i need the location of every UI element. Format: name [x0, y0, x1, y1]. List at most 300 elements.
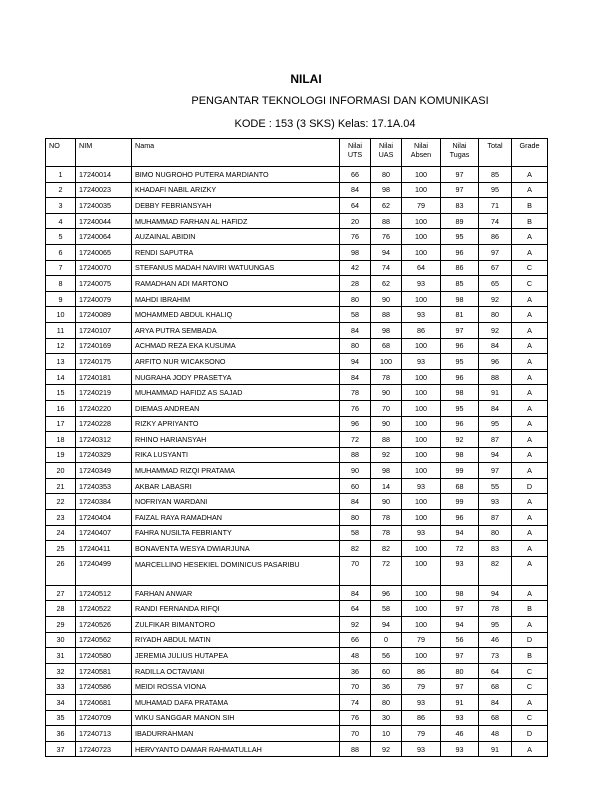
cell-absen: 93 [402, 276, 441, 292]
cell-no: 20 [46, 463, 76, 479]
cell-uas: 80 [371, 695, 402, 711]
cell-tugas: 97 [441, 648, 479, 664]
cell-uas: 58 [371, 601, 402, 617]
cell-uts: 76 [340, 229, 371, 245]
cell-nama: BIMO NUGROHO PUTERA MARDIANTO [132, 167, 340, 183]
cell-grade: A [512, 385, 548, 401]
cell-nim: 17240353 [76, 478, 132, 494]
cell-total: 74 [479, 213, 512, 229]
cell-uas: 60 [371, 663, 402, 679]
table-row [46, 741, 548, 757]
cell-uas: 76 [371, 229, 402, 245]
cell-tugas: 81 [441, 307, 479, 323]
cell-no: 7 [46, 260, 76, 276]
cell-total: 80 [479, 525, 512, 541]
cell-uas: 78 [371, 369, 402, 385]
cell-uas: 96 [371, 585, 402, 601]
cell-total: 55 [479, 478, 512, 494]
cell-grade: A [512, 541, 548, 557]
cell-absen: 100 [402, 648, 441, 664]
cell-absen: 64 [402, 260, 441, 276]
cell-uts: 66 [340, 632, 371, 648]
cell-nama: MARCELLINO HESEKIEL DOMINICUS PASARIBU [132, 556, 340, 585]
cell-tugas: 80 [441, 663, 479, 679]
cell-grade: D [512, 632, 548, 648]
cell-grade: A [512, 167, 548, 183]
cell-uts: 36 [340, 663, 371, 679]
cell-uts: 88 [340, 741, 371, 757]
cell-tugas: 72 [441, 541, 479, 557]
cell-total: 94 [479, 447, 512, 463]
cell-no: 10 [46, 307, 76, 323]
cell-grade: A [512, 695, 548, 711]
cell-grade: A [512, 354, 548, 370]
cell-uas: 80 [371, 167, 402, 183]
cell-uas: 90 [371, 494, 402, 510]
cell-uts: 84 [340, 322, 371, 338]
cell-nim: 17240522 [76, 601, 132, 617]
cell-absen: 100 [402, 416, 441, 432]
cell-nama: DEBBY FEBRIANSYAH [132, 198, 340, 214]
cell-uts: 66 [340, 167, 371, 183]
cell-no: 12 [46, 338, 76, 354]
cell-total: 73 [479, 648, 512, 664]
cell-uts: 58 [340, 525, 371, 541]
cell-no: 6 [46, 244, 76, 260]
table-row [46, 463, 548, 479]
cell-uas: 0 [371, 632, 402, 648]
cell-uts: 88 [340, 447, 371, 463]
cell-nama: BONAVENTA WESYA DWIARJUNA [132, 541, 340, 557]
cell-nama: ACHMAD REZA EKA KUSUMA [132, 338, 340, 354]
cell-grade: A [512, 447, 548, 463]
cell-nama: MEIDI ROSSA VIONA [132, 679, 340, 695]
cell-total: 84 [479, 338, 512, 354]
cell-no: 26 [46, 556, 76, 585]
cell-nim: 17240219 [76, 385, 132, 401]
cell-absen: 100 [402, 338, 441, 354]
cell-nama: RANDI FERNANDA RIFQI [132, 601, 340, 617]
cell-nama: RAMADHAN ADI MARTONO [132, 276, 340, 292]
cell-uas: 36 [371, 679, 402, 695]
table-row [46, 182, 548, 198]
cell-tugas: 98 [441, 291, 479, 307]
cell-nim: 17240709 [76, 710, 132, 726]
cell-total: 97 [479, 244, 512, 260]
cell-total: 78 [479, 601, 512, 617]
cell-absen: 93 [402, 307, 441, 323]
cell-absen: 86 [402, 710, 441, 726]
header-uas-line2: UAS [378, 150, 394, 159]
cell-absen: 100 [402, 541, 441, 557]
table-row [46, 167, 548, 183]
cell-uts: 90 [340, 463, 371, 479]
cell-uts: 64 [340, 601, 371, 617]
cell-absen: 100 [402, 585, 441, 601]
cell-absen: 100 [402, 167, 441, 183]
table-row [46, 632, 548, 648]
cell-uas: 82 [371, 541, 402, 557]
cell-uas: 62 [371, 198, 402, 214]
cell-uts: 92 [340, 617, 371, 633]
cell-uas: 90 [371, 416, 402, 432]
cell-nim: 17240512 [76, 585, 132, 601]
cell-total: 91 [479, 385, 512, 401]
cell-uts: 28 [340, 276, 371, 292]
cell-total: 94 [479, 585, 512, 601]
cell-total: 84 [479, 695, 512, 711]
cell-absen: 100 [402, 601, 441, 617]
cell-nim: 17240065 [76, 244, 132, 260]
cell-uts: 42 [340, 260, 371, 276]
cell-uts: 84 [340, 494, 371, 510]
cell-nim: 17240329 [76, 447, 132, 463]
cell-tugas: 98 [441, 585, 479, 601]
cell-total: 86 [479, 229, 512, 245]
cell-uts: 80 [340, 291, 371, 307]
cell-absen: 93 [402, 525, 441, 541]
cell-absen: 100 [402, 447, 441, 463]
table-row [46, 354, 548, 370]
cell-no: 37 [46, 741, 76, 757]
cell-nama: MUHAMMAD RIZQI PRATAMA [132, 463, 340, 479]
cell-total: 85 [479, 167, 512, 183]
cell-tugas: 96 [441, 369, 479, 385]
cell-uts: 80 [340, 338, 371, 354]
cell-nama: WIKU SANGGAR MANON SIH [132, 710, 340, 726]
cell-total: 71 [479, 198, 512, 214]
cell-absen: 93 [402, 478, 441, 494]
cell-tugas: 83 [441, 198, 479, 214]
cell-uas: 78 [371, 525, 402, 541]
cell-no: 27 [46, 585, 76, 601]
cell-tugas: 98 [441, 385, 479, 401]
cell-tugas: 92 [441, 432, 479, 448]
cell-grade: A [512, 741, 548, 757]
cell-grade: B [512, 213, 548, 229]
cell-grade: B [512, 648, 548, 664]
cell-no: 30 [46, 632, 76, 648]
cell-no: 21 [46, 478, 76, 494]
cell-grade: B [512, 198, 548, 214]
cell-nama: RHINO HARIANSYAH [132, 432, 340, 448]
cell-total: 68 [479, 710, 512, 726]
cell-absen: 100 [402, 510, 441, 526]
cell-total: 64 [479, 663, 512, 679]
cell-no: 35 [46, 710, 76, 726]
cell-nim: 17240411 [76, 541, 132, 557]
table-row [46, 447, 548, 463]
cell-tugas: 68 [441, 478, 479, 494]
course-code-line: KODE : 153 (3 SKS) Kelas: 17.1A.04 [234, 118, 416, 130]
cell-absen: 100 [402, 463, 441, 479]
cell-tugas: 56 [441, 632, 479, 648]
cell-no: 32 [46, 663, 76, 679]
cell-nama: MUHAMMAD HAFIDZ AS SAJAD [132, 385, 340, 401]
table-row [46, 679, 548, 695]
cell-absen: 93 [402, 695, 441, 711]
cell-absen: 79 [402, 679, 441, 695]
header-tugas-line2: Tugas [449, 150, 470, 159]
cell-grade: D [512, 726, 548, 742]
cell-uas: 78 [371, 510, 402, 526]
cell-nim: 17240079 [76, 291, 132, 307]
cell-nama: HERVYANTO DAMAR RAHMATULLAH [132, 741, 340, 757]
cell-tugas: 95 [441, 400, 479, 416]
cell-nim: 17240064 [76, 229, 132, 245]
cell-nama: KHADAFI NABIL ARIZKY [132, 182, 340, 198]
cell-nim: 17240404 [76, 510, 132, 526]
table-row [46, 494, 548, 510]
cell-uts: 60 [340, 478, 371, 494]
table-row [46, 648, 548, 664]
cell-total: 68 [479, 679, 512, 695]
table-row [46, 510, 548, 526]
cell-nama: FAIZAL RAYA RAMADHAN [132, 510, 340, 526]
cell-absen: 93 [402, 354, 441, 370]
header-uts-line1: Nilai [348, 141, 362, 150]
cell-no: 1 [46, 167, 76, 183]
cell-uas: 68 [371, 338, 402, 354]
cell-tugas: 99 [441, 494, 479, 510]
cell-tugas: 95 [441, 354, 479, 370]
cell-nim: 17240407 [76, 525, 132, 541]
cell-uas: 88 [371, 307, 402, 323]
cell-uts: 84 [340, 182, 371, 198]
cell-nama: RIKA LUSYANTI [132, 447, 340, 463]
cell-tugas: 85 [441, 276, 479, 292]
header-nim: NIM [76, 139, 132, 167]
cell-uas: 92 [371, 741, 402, 757]
cell-uts: 70 [340, 679, 371, 695]
cell-grade: A [512, 400, 548, 416]
cell-nim: 17240220 [76, 400, 132, 416]
cell-tugas: 97 [441, 679, 479, 695]
cell-uas: 92 [371, 447, 402, 463]
table-row [46, 525, 548, 541]
table-row [46, 478, 548, 494]
cell-absen: 100 [402, 617, 441, 633]
table-row [46, 307, 548, 323]
cell-uas: 94 [371, 244, 402, 260]
cell-nim: 17240014 [76, 167, 132, 183]
table-row [46, 229, 548, 245]
table-row [46, 244, 548, 260]
header-absen-line2: Absen [410, 150, 432, 159]
cell-nim: 17240181 [76, 369, 132, 385]
cell-grade: B [512, 601, 548, 617]
cell-uts: 80 [340, 510, 371, 526]
cell-absen: 100 [402, 182, 441, 198]
header-absen [402, 139, 441, 167]
cell-grade: A [512, 229, 548, 245]
cell-uas: 10 [371, 726, 402, 742]
cell-uas: 98 [371, 322, 402, 338]
header-uts [340, 139, 371, 167]
grades-table-body [46, 167, 548, 757]
cell-absen: 100 [402, 432, 441, 448]
cell-tugas: 96 [441, 338, 479, 354]
cell-absen: 79 [402, 726, 441, 742]
cell-total: 91 [479, 741, 512, 757]
cell-tugas: 93 [441, 710, 479, 726]
cell-nama: ARYA PUTRA SEMBADA [132, 322, 340, 338]
cell-no: 8 [46, 276, 76, 292]
cell-absen: 93 [402, 741, 441, 757]
table-header-row [46, 139, 548, 167]
cell-no: 19 [46, 447, 76, 463]
cell-grade: A [512, 322, 548, 338]
cell-nim: 17240349 [76, 463, 132, 479]
cell-tugas: 96 [441, 510, 479, 526]
cell-uts: 70 [340, 726, 371, 742]
cell-grade: A [512, 525, 548, 541]
cell-grade: A [512, 463, 548, 479]
cell-tugas: 95 [441, 229, 479, 245]
cell-tugas: 94 [441, 525, 479, 541]
cell-absen: 100 [402, 244, 441, 260]
cell-nim: 17240586 [76, 679, 132, 695]
table-row [46, 695, 548, 711]
cell-uts: 48 [340, 648, 371, 664]
table-row [46, 400, 548, 416]
cell-nim: 17240023 [76, 182, 132, 198]
cell-nama: ZULFIKAR BIMANTORO [132, 617, 340, 633]
cell-nama: STEFANUS MADAH NAVIRI WATUUNGAS [132, 260, 340, 276]
cell-no: 36 [46, 726, 76, 742]
cell-nim: 17240075 [76, 276, 132, 292]
cell-total: 96 [479, 354, 512, 370]
table-row [46, 541, 548, 557]
cell-no: 17 [46, 416, 76, 432]
cell-nama: MAHDI IBRAHIM [132, 291, 340, 307]
cell-tugas: 97 [441, 182, 479, 198]
cell-uas: 74 [371, 260, 402, 276]
cell-tugas: 97 [441, 322, 479, 338]
cell-absen: 100 [402, 494, 441, 510]
cell-uas: 98 [371, 463, 402, 479]
cell-no: 15 [46, 385, 76, 401]
cell-tugas: 93 [441, 556, 479, 585]
cell-tugas: 97 [441, 167, 479, 183]
cell-total: 95 [479, 617, 512, 633]
table-row [46, 432, 548, 448]
cell-grade: A [512, 617, 548, 633]
cell-tugas: 91 [441, 695, 479, 711]
cell-grade: A [512, 307, 548, 323]
cell-nama: RENDI SAPUTRA [132, 244, 340, 260]
cell-no: 25 [46, 541, 76, 557]
cell-nama: MUHAMMAD FARHAN AL HAFIDZ [132, 213, 340, 229]
cell-nama: DIEMAS ANDREAN [132, 400, 340, 416]
cell-grade: A [512, 416, 548, 432]
cell-grade: A [512, 369, 548, 385]
cell-absen: 86 [402, 322, 441, 338]
cell-nama: RIYADH ABDUL MATIN [132, 632, 340, 648]
cell-grade: A [512, 338, 548, 354]
cell-no: 24 [46, 525, 76, 541]
cell-no: 5 [46, 229, 76, 245]
cell-nama: FARHAN ANWAR [132, 585, 340, 601]
cell-no: 23 [46, 510, 76, 526]
cell-tugas: 46 [441, 726, 479, 742]
cell-uts: 20 [340, 213, 371, 229]
cell-uts: 64 [340, 198, 371, 214]
cell-no: 11 [46, 322, 76, 338]
grades-table [45, 138, 548, 757]
cell-uts: 76 [340, 400, 371, 416]
header-uas-line1: Nilai [379, 141, 393, 150]
cell-nama: RIZKY APRIYANTO [132, 416, 340, 432]
cell-total: 82 [479, 556, 512, 585]
cell-nim: 17240723 [76, 741, 132, 757]
cell-uts: 94 [340, 354, 371, 370]
cell-total: 87 [479, 432, 512, 448]
cell-nama: MUHAMAD DAFA PRATAMA [132, 695, 340, 711]
cell-nim: 17240526 [76, 617, 132, 633]
cell-tugas: 97 [441, 601, 479, 617]
cell-uas: 88 [371, 213, 402, 229]
cell-no: 4 [46, 213, 76, 229]
cell-uts: 84 [340, 585, 371, 601]
table-row [46, 276, 548, 292]
cell-nim: 17240107 [76, 322, 132, 338]
cell-absen: 79 [402, 632, 441, 648]
header-tugas [441, 139, 479, 167]
cell-no: 14 [46, 369, 76, 385]
cell-nama: FAHRA NUSILTA FEBRIANTY [132, 525, 340, 541]
header-no: NO [46, 139, 76, 167]
cell-total: 95 [479, 182, 512, 198]
cell-grade: C [512, 663, 548, 679]
cell-nim: 17240681 [76, 695, 132, 711]
cell-grade: A [512, 494, 548, 510]
cell-tugas: 93 [441, 741, 479, 757]
cell-grade: D [512, 478, 548, 494]
course-name: PENGANTAR TEKNOLOGI INFORMASI DAN KOMUNIKASI [191, 95, 489, 107]
cell-absen: 79 [402, 198, 441, 214]
table-row [46, 385, 548, 401]
cell-uts: 84 [340, 369, 371, 385]
cell-uas: 88 [371, 432, 402, 448]
cell-total: 93 [479, 494, 512, 510]
cell-uts: 58 [340, 307, 371, 323]
cell-nama: IBADURRAHMAN [132, 726, 340, 742]
table-row [46, 710, 548, 726]
cell-grade: C [512, 260, 548, 276]
cell-absen: 100 [402, 385, 441, 401]
cell-total: 65 [479, 276, 512, 292]
cell-absen: 100 [402, 291, 441, 307]
table-row [46, 260, 548, 276]
cell-no: 22 [46, 494, 76, 510]
cell-nim: 17240312 [76, 432, 132, 448]
cell-no: 13 [46, 354, 76, 370]
cell-nama: NUGRAHA JODY PRASETYA [132, 369, 340, 385]
cell-total: 87 [479, 510, 512, 526]
cell-total: 88 [479, 369, 512, 385]
cell-uas: 62 [371, 276, 402, 292]
cell-grade: A [512, 510, 548, 526]
page-title: NILAI [290, 72, 322, 86]
cell-tugas: 99 [441, 463, 479, 479]
table-row [46, 369, 548, 385]
cell-nim: 17240580 [76, 648, 132, 664]
table-row [46, 322, 548, 338]
cell-total: 97 [479, 463, 512, 479]
cell-no: 9 [46, 291, 76, 307]
cell-grade: C [512, 276, 548, 292]
